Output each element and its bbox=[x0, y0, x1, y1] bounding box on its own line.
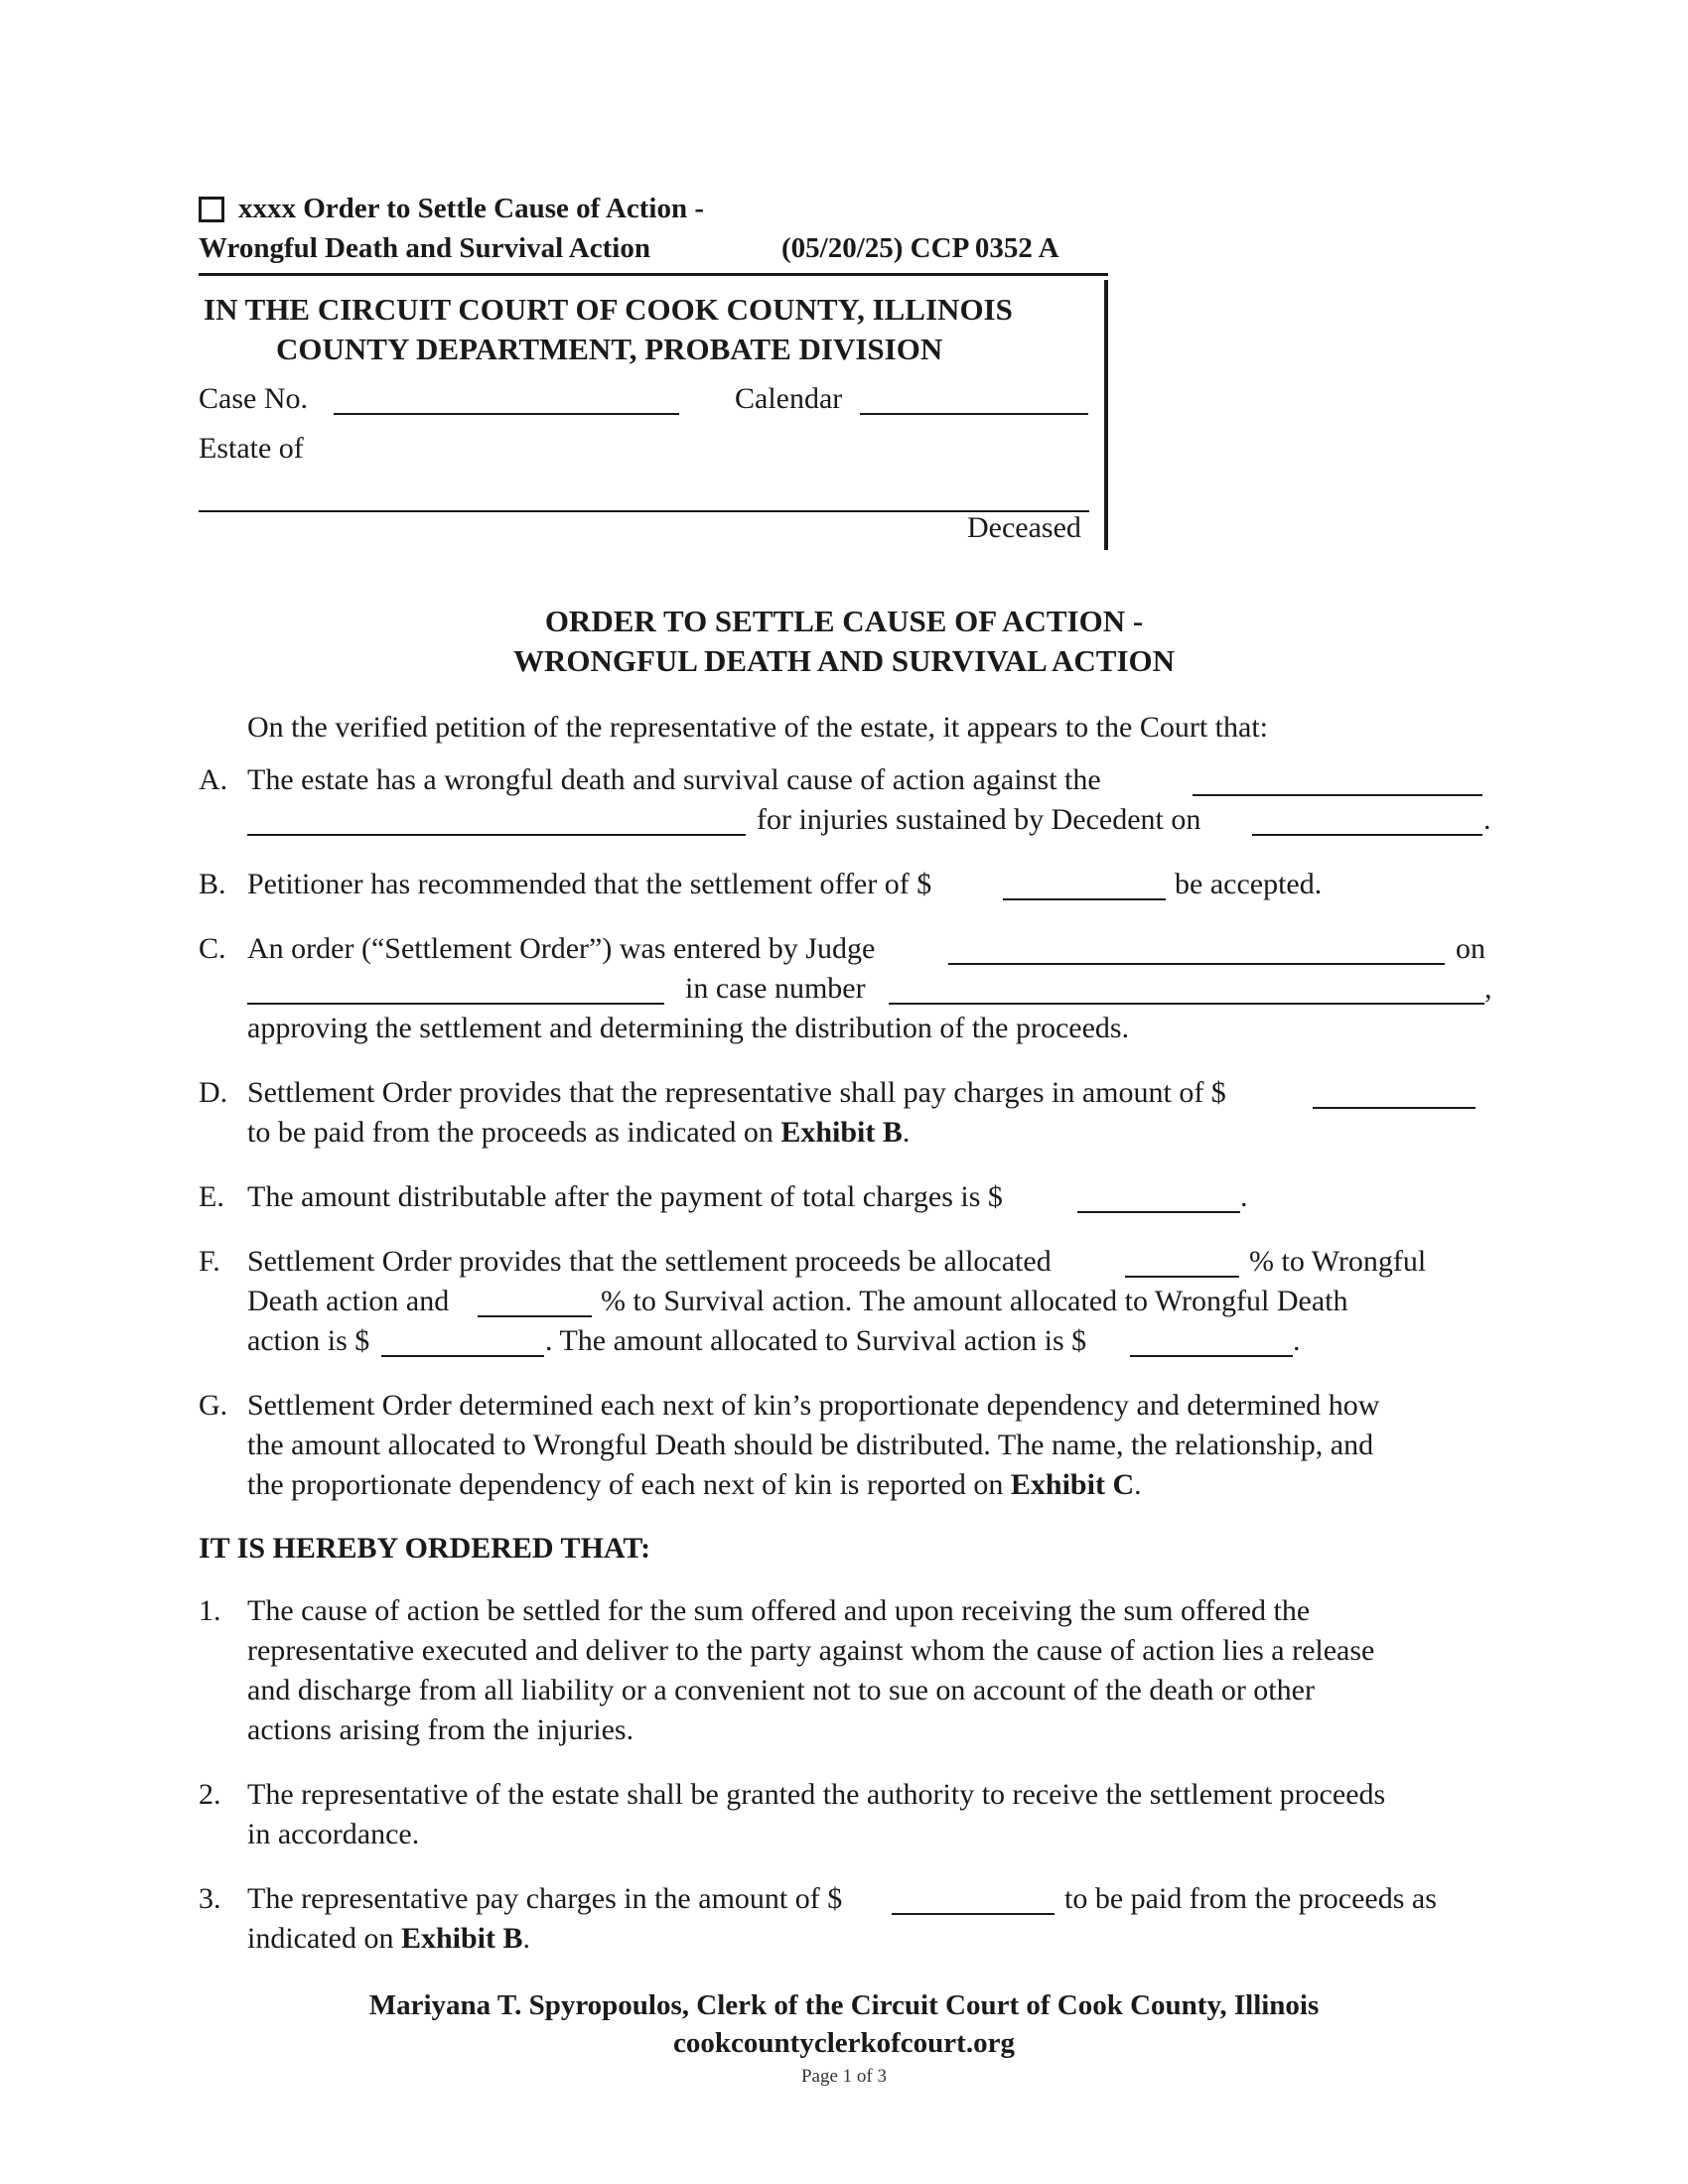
estate-of-label: Estate of bbox=[199, 432, 304, 465]
finding-a-period: . bbox=[1483, 803, 1491, 836]
finding-f-text: Settlement Order provides that the settlement proceeds be allocated bbox=[247, 1245, 1052, 1278]
order-1-text-1: The cause of action be settled for the sum offered and upon receiving the sum offered the bbox=[247, 1594, 1311, 1627]
survival-amount-field[interactable] bbox=[1130, 1355, 1293, 1357]
finding-f-text-3a: action is $ bbox=[247, 1324, 370, 1357]
survival-percent-field[interactable] bbox=[478, 1315, 592, 1317]
finding-d-text-2: to be paid from the proceeds as indicated on Exhibit B. bbox=[247, 1116, 911, 1149]
court-name: IN THE CIRCUIT COURT OF COOK COUNTY, ILLINOIS bbox=[204, 292, 1013, 327]
charges-amount-field[interactable] bbox=[1313, 1107, 1476, 1109]
court-division: COUNTY DEPARTMENT, PROBATE DIVISION bbox=[276, 332, 943, 366]
finding-a-text-2: for injuries sustained by Decedent on bbox=[757, 803, 1201, 836]
case-no-label: Case No. bbox=[199, 382, 308, 415]
calendar-field[interactable] bbox=[860, 413, 1088, 415]
finding-e-text: The amount distributable after the payment of total charges is $ bbox=[247, 1180, 1003, 1213]
finding-g-marker: G. bbox=[199, 1389, 228, 1422]
finding-g-text-1: Settlement Order determined each next of kin’s proportionate dependency and determined how bbox=[247, 1389, 1380, 1422]
finding-f-marker: F. bbox=[199, 1245, 220, 1278]
order-3-text-1: The representative pay charges in the amount of $ bbox=[247, 1882, 843, 1915]
finding-c-marker: C. bbox=[199, 932, 226, 965]
finding-b-text-2: be accepted. bbox=[1175, 868, 1323, 900]
intro-text: On the verified petition of the representative of the estate, it appears to the Court that: bbox=[247, 711, 1268, 744]
order-3-marker: 3. bbox=[199, 1882, 221, 1915]
form-title-line2: Wrongful Death and Survival Action bbox=[199, 232, 650, 264]
order-2-marker: 2. bbox=[199, 1778, 221, 1811]
order-2-text-1: The representative of the estate shall be granted the authority to receive the settlement proceeds bbox=[247, 1778, 1386, 1811]
finding-c-case-label: in case number bbox=[685, 972, 866, 1005]
finding-d-text: Settlement Order provides that the representative shall pay charges in amount of $ bbox=[247, 1076, 1226, 1109]
form-checkbox[interactable] bbox=[199, 197, 224, 222]
order-3-text-1b: to be paid from the proceeds as bbox=[1064, 1882, 1437, 1915]
deceased-label: Deceased bbox=[967, 511, 1081, 544]
finding-a-marker: A. bbox=[199, 763, 228, 796]
form-title-line1: xxxx Order to Settle Cause of Action - bbox=[238, 193, 705, 224]
order-1-text-4: actions arising from the injuries. bbox=[247, 1713, 634, 1746]
wrongful-death-percent-field[interactable] bbox=[1125, 1276, 1239, 1278]
finding-f-period: . bbox=[1293, 1324, 1301, 1357]
form-code: (05/20/25) CCP 0352 A bbox=[781, 232, 1059, 264]
finding-e-marker: E. bbox=[199, 1180, 224, 1213]
defendant-field-cont[interactable] bbox=[247, 834, 746, 836]
finding-f-text-2b: % to Survival action. The amount allocated to Wrongful Death bbox=[601, 1285, 1348, 1317]
order-3-text-2: indicated on Exhibit B. bbox=[247, 1922, 531, 1955]
ordered-heading: IT IS HEREBY ORDERED THAT: bbox=[199, 1532, 651, 1565]
judge-name-field[interactable] bbox=[948, 963, 1445, 965]
header-divider bbox=[199, 273, 1108, 276]
case-number-field[interactable] bbox=[889, 1003, 1484, 1005]
finding-b-text: Petitioner has recommended that the settlement offer of $ bbox=[247, 868, 932, 900]
distributable-amount-field[interactable] bbox=[1077, 1211, 1240, 1213]
finding-c-text-3: approving the settlement and determining the distribution of the proceeds. bbox=[247, 1012, 1130, 1044]
finding-f-text-1b: % to Wrongful bbox=[1249, 1245, 1427, 1278]
order-1-text-2: representative executed and deliver to the party against whom the cause of action lies a release bbox=[247, 1634, 1375, 1667]
order-1-text-3: and discharge from all liability or a convenient not to sue on account of the death or other bbox=[247, 1674, 1315, 1706]
defendant-field[interactable] bbox=[1193, 794, 1482, 796]
finding-f-text-2a: Death action and bbox=[247, 1285, 450, 1317]
order-3-charges-field[interactable] bbox=[892, 1913, 1055, 1915]
finding-a-text: The estate has a wrongful death and survival cause of action against the bbox=[247, 763, 1101, 796]
order-title-line1: ORDER TO SETTLE CAUSE OF ACTION - bbox=[544, 604, 1144, 638]
order-title-line2: WRONGFUL DEATH AND SURVIVAL ACTION bbox=[512, 643, 1176, 678]
finding-c-comma: , bbox=[1484, 972, 1492, 1005]
order-date-field[interactable] bbox=[247, 1003, 664, 1005]
estate-name-field[interactable] bbox=[199, 510, 1089, 512]
page-number: Page 1 of 3 bbox=[800, 2066, 887, 2087]
caption-right-border bbox=[1104, 280, 1108, 550]
finding-g-text-2: the amount allocated to Wrongful Death should be distributed. The name, the relationship, and bbox=[247, 1429, 1374, 1461]
wrongful-death-amount-field[interactable] bbox=[381, 1355, 544, 1357]
finding-f-text-3b: . The amount allocated to Survival action is $ bbox=[545, 1324, 1087, 1357]
clerk-website: cookcountyclerkofcourt.org bbox=[673, 2027, 1015, 2059]
calendar-label: Calendar bbox=[735, 382, 843, 415]
order-1-marker: 1. bbox=[199, 1594, 221, 1627]
finding-b-marker: B. bbox=[199, 868, 226, 900]
case-no-field[interactable] bbox=[334, 413, 679, 415]
injury-date-field[interactable] bbox=[1252, 834, 1482, 836]
finding-e-period: . bbox=[1240, 1180, 1248, 1213]
settlement-offer-field[interactable] bbox=[1003, 898, 1166, 900]
order-2-text-2: in accordance. bbox=[247, 1818, 420, 1850]
finding-c-text: An order (“Settlement Order”) was entered by Judge bbox=[247, 932, 876, 965]
finding-g-text-3: the proportionate dependency of each next of kin is reported on Exhibit C. bbox=[247, 1468, 1142, 1501]
finding-c-on: on bbox=[1456, 932, 1485, 965]
finding-d-marker: D. bbox=[199, 1076, 228, 1109]
clerk-name: Mariyana T. Spyropoulos, Clerk of the Circuit Court of Cook County, Illinois bbox=[368, 1989, 1320, 2021]
